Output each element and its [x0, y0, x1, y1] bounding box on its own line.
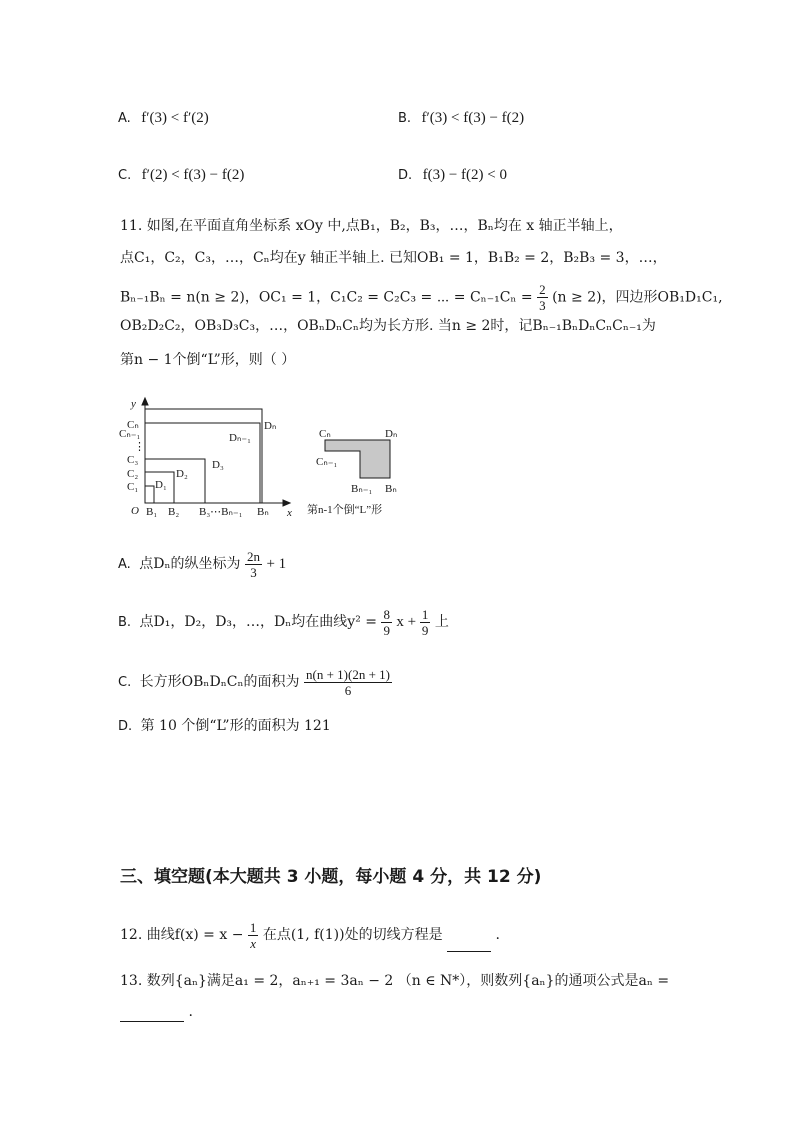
q11-option-d	[118, 716, 331, 737]
fraction	[537, 282, 548, 313]
option-label: C.	[118, 675, 132, 690]
frac-num: n(n + 1)(2n + 1)	[306, 666, 390, 682]
staircase-rectangles-figure	[115, 393, 295, 518]
label-b-n-1: Bₙ₋₁	[351, 483, 373, 495]
q11-option-a	[118, 548, 286, 581]
rect-1	[145, 486, 154, 503]
label-c-2: C₂	[127, 468, 139, 480]
label-d-1: D₁	[155, 479, 167, 491]
frac-num: 2n	[246, 548, 260, 564]
option-expr: f′(3) < f′(2)	[141, 110, 209, 126]
fraction	[245, 549, 262, 580]
option-text: 长方形OBₙDₙCₙ的面积为	[139, 674, 300, 690]
frac-den: 3	[250, 564, 257, 580]
frac-den: 9	[421, 622, 429, 638]
option-text: 第 10 个倒“L”形的面积为 121	[140, 718, 331, 734]
frac-den: 9	[383, 622, 390, 638]
inverted-l-figure	[305, 420, 425, 520]
x-axis-label: x	[287, 507, 292, 518]
label-d-n-1: Dₙ₋₁	[229, 432, 251, 444]
q13: 13. 数列{aₙ}满足a₁ = 2，aₙ₊₁ = 3aₙ − 2 （n ∈ N*），则数列{aₙ}的通项公式是aₙ =	[120, 973, 670, 989]
q11-option-c	[118, 665, 392, 700]
frac-den: x	[250, 935, 257, 951]
fraction	[381, 607, 392, 638]
label-c-1: C₁	[127, 481, 139, 493]
label-c-n-1: Cₙ₋₁	[316, 456, 338, 468]
figure-caption: 第n-1个倒“L”形	[307, 504, 383, 516]
q12-prefix: 12. 曲线f(x) = x −	[120, 927, 248, 943]
option-label: D.	[398, 168, 413, 183]
q10-option-a	[118, 108, 209, 129]
label-d-n: Dₙ	[264, 420, 277, 432]
frac-num: 1	[421, 606, 429, 622]
label-b-n: Bₙ	[257, 506, 269, 518]
q11-line3-b: (n ≥ 2)，四边形OB₁D₁C₁,	[552, 289, 723, 306]
q11-stem-line-5: 第n − 1个倒“L”形，则（ ）	[120, 352, 296, 368]
option-mid: x +	[396, 614, 420, 630]
label-b-n: Bₙ	[385, 483, 397, 495]
option-tail: + 1	[266, 556, 287, 572]
q11-stem-line-4: OB₂D₂C₂，OB₃D₃C₃，…，OBₙDₙCₙ均为长方形. 当n ≥ 2时，记Bₙ₋₁BₙDₙCₙCₙ₋₁为	[120, 318, 656, 334]
frac-num: 2	[539, 282, 546, 297]
option-expr: f′(2) < f(3) − f(2)	[141, 167, 245, 183]
fraction	[304, 667, 392, 698]
option-text: 点D₁，D₂，D₃，…，Dₙ均在曲线y² =	[139, 614, 382, 630]
label-b-2: B₂	[168, 506, 180, 518]
label-vdots: ⋮	[134, 441, 145, 453]
option-text: 点Dₙ的纵坐标为	[139, 556, 241, 572]
label-c-3: C₃	[127, 454, 139, 466]
option-tail: 上	[434, 614, 449, 630]
option-label: B.	[398, 111, 412, 126]
q11-stem-line-1: 11. 如图,在平面直角坐标系 xOy 中,点B₁，B₂，B₃，…，Bₙ均在 x 轴正半轴上，	[120, 218, 623, 234]
label-b-3-to-n-1: B₃⋯Bₙ₋₁	[199, 506, 243, 518]
label-d-n: Dₙ	[385, 428, 398, 440]
frac-den: 6	[344, 682, 352, 698]
option-label: A.	[118, 111, 131, 126]
label-b-1: B₁	[146, 506, 158, 518]
q10-option-c	[118, 165, 244, 186]
q12-end: .	[495, 927, 500, 943]
option-label: C.	[118, 168, 132, 183]
frac-num: 8	[383, 606, 390, 622]
section-heading: 三、填空题(本大题共 3 小题，每小题 4 分，共 12 分)	[120, 867, 542, 887]
option-label: D.	[118, 719, 133, 734]
y-axis-arrow	[142, 398, 148, 405]
y-axis-label: y	[131, 398, 136, 410]
option-label: B.	[118, 615, 132, 630]
q10-option-b	[398, 108, 524, 129]
q12-suffix: 在点(1, f(1))处的切线方程是	[262, 927, 443, 943]
q13-end: .	[188, 1004, 193, 1020]
label-c-n: Cₙ	[127, 419, 139, 431]
x-axis-arrow	[283, 500, 290, 506]
option-expr: f′(3) < f(3) − f(2)	[421, 110, 525, 126]
option-expr: f(3) − f(2) < 0	[422, 167, 507, 183]
label-d-2: D₂	[176, 468, 188, 480]
q11-line3-a: Bₙ₋₁Bₙ = n(n ≥ 2)，OC₁ = 1，C₁C₂ = C₂C₃ = ⋯ = Cₙ₋₁Cₙ =	[120, 289, 538, 306]
q11-stem-line-3	[120, 282, 723, 313]
option-label: A.	[118, 557, 131, 572]
label-d-3: D₃	[212, 459, 224, 471]
fraction	[248, 920, 259, 951]
origin-label: O	[131, 505, 139, 517]
answer-blank[interactable]	[447, 935, 491, 952]
q10-option-d	[398, 165, 507, 186]
frac-num: 1	[249, 919, 257, 935]
q11-option-b	[118, 606, 449, 639]
fraction	[420, 607, 431, 638]
q12	[120, 918, 500, 952]
frac-den: 3	[539, 298, 546, 313]
q11-stem-line-2: 点C₁，C₂，C₃，…，Cₙ均在y 轴正半轴上. 已知OB₁ = 1，B₁B₂ = 2，B₂B₃ = 3，…，	[120, 250, 667, 266]
q13-answer-line	[120, 1002, 193, 1022]
answer-blank[interactable]	[120, 1007, 184, 1022]
label-c-n-1: Cₙ₋₁	[119, 428, 141, 440]
label-c-n: Cₙ	[319, 428, 331, 440]
